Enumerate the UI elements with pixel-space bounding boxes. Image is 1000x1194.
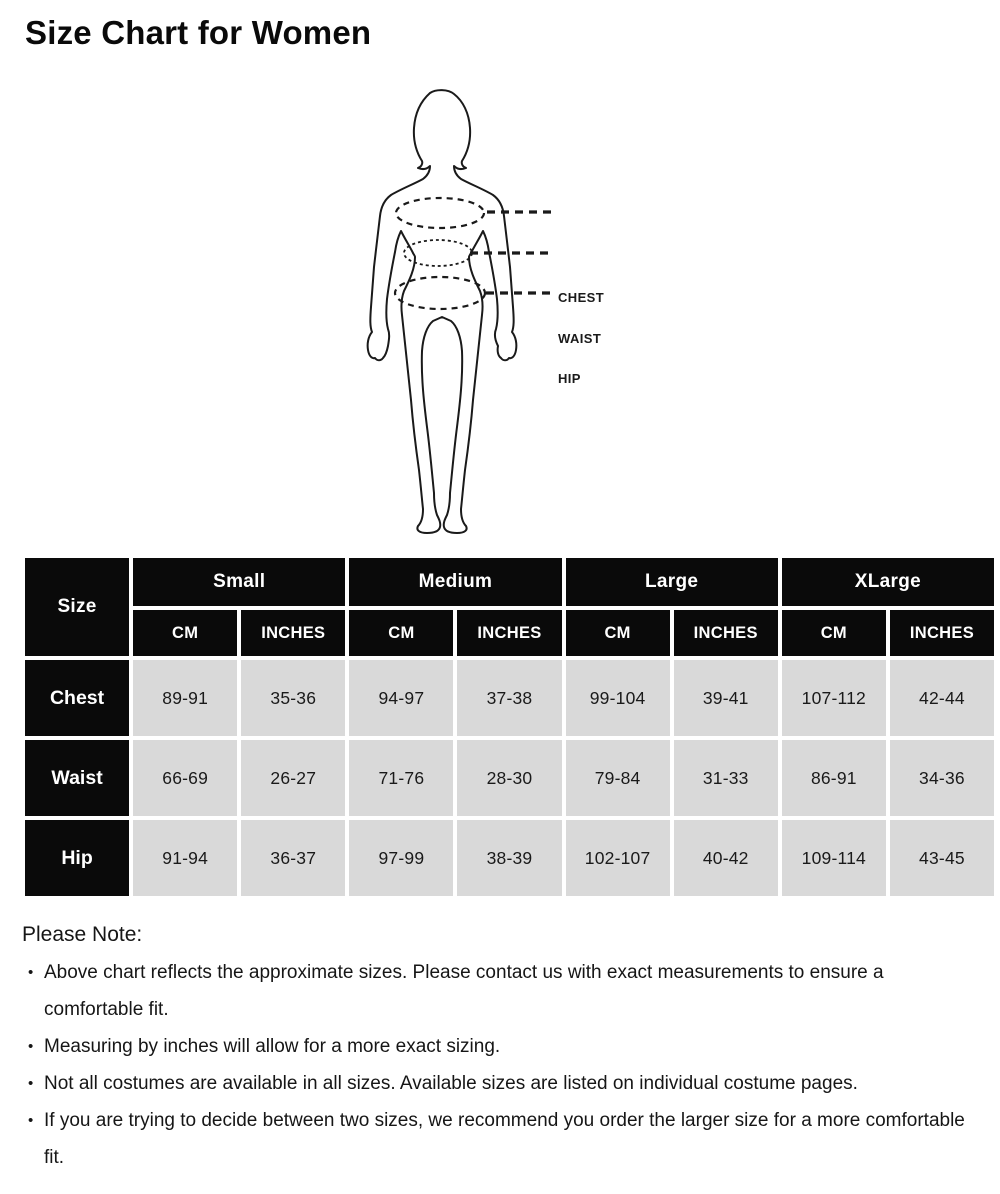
table-row-waist: [25, 740, 994, 816]
notes-heading: Please Note:: [22, 923, 143, 946]
note-item-between-sizes: • If you are trying to decide between two sizes, we recommend you order the larger size for a more comfortable fit.: [22, 1102, 978, 1176]
unit-header-cm: CM: [566, 610, 670, 656]
unit-header-row: [25, 610, 994, 656]
size-group-large: Large: [566, 558, 778, 606]
hip-xlarge-cm: 109-114: [782, 820, 886, 896]
notes-list: [22, 954, 978, 1176]
chest-small-cm: 89-91: [133, 660, 237, 736]
chest-xlarge-inches: 42-44: [890, 660, 994, 736]
hip-xlarge-inches: 43-45: [890, 820, 994, 896]
size-chart-table: [21, 554, 998, 900]
woman-body-figure-icon: [330, 85, 680, 545]
unit-header-cm: CM: [349, 610, 453, 656]
size-group-medium: Medium: [349, 558, 561, 606]
chest-small-inches: 35-36: [241, 660, 345, 736]
size-corner-header: Size: [25, 558, 129, 656]
chest-label: CHEST: [558, 290, 605, 305]
hip-large-cm: 102-107: [566, 820, 670, 896]
unit-header-inches: INCHES: [890, 610, 994, 656]
waist-xlarge-cm: 86-91: [782, 740, 886, 816]
hip-medium-cm: 97-99: [349, 820, 453, 896]
body-outline: [368, 90, 517, 533]
hip-medium-inches: 38-39: [457, 820, 561, 896]
waist-small-cm: 66-69: [133, 740, 237, 816]
chest-xlarge-cm: 107-112: [782, 660, 886, 736]
waist-xlarge-inches: 34-36: [890, 740, 994, 816]
hip-large-inches: 40-42: [674, 820, 778, 896]
measurement-figure: [0, 85, 1000, 545]
page-title: Size Chart for Women: [25, 14, 372, 51]
note-item-availability: • Not all costumes are available in all sizes. Available sizes are listed on individual costume pages.: [22, 1065, 978, 1102]
chest-medium-cm: 94-97: [349, 660, 453, 736]
hip-small-inches: 36-37: [241, 820, 345, 896]
row-label-waist: Waist: [25, 740, 129, 816]
waist-large-cm: 79-84: [566, 740, 670, 816]
chest-medium-inches: 37-38: [457, 660, 561, 736]
row-label-hip: Hip: [25, 820, 129, 896]
note-item-approximate-sizes: • Above chart reflects the approximate sizes. Please contact us with exact measurements to ensure a comfortable fit.: [22, 954, 978, 1028]
chest-large-cm: 99-104: [566, 660, 670, 736]
note-item-measuring-inches: • Measuring by inches will allow for a more exact sizing.: [22, 1028, 978, 1065]
size-group-header-row: [25, 558, 994, 606]
waist-large-inches: 31-33: [674, 740, 778, 816]
size-group-xlarge: XLarge: [782, 558, 994, 606]
unit-header-inches: INCHES: [457, 610, 561, 656]
hip-small-cm: 91-94: [133, 820, 237, 896]
waist-medium-inches: 28-30: [457, 740, 561, 816]
table-row-chest: [25, 660, 994, 736]
unit-header-inches: INCHES: [674, 610, 778, 656]
chest-large-inches: 39-41: [674, 660, 778, 736]
unit-header-cm: CM: [782, 610, 886, 656]
table-row-hip: [25, 820, 994, 896]
unit-header-inches: INCHES: [241, 610, 345, 656]
size-group-small: Small: [133, 558, 345, 606]
waist-label: WAIST: [558, 331, 602, 346]
waist-small-inches: 26-27: [241, 740, 345, 816]
row-label-chest: Chest: [25, 660, 129, 736]
notes-section: [22, 916, 978, 1176]
unit-header-cm: CM: [133, 610, 237, 656]
hip-label: HIP: [558, 371, 581, 386]
waist-medium-cm: 71-76: [349, 740, 453, 816]
